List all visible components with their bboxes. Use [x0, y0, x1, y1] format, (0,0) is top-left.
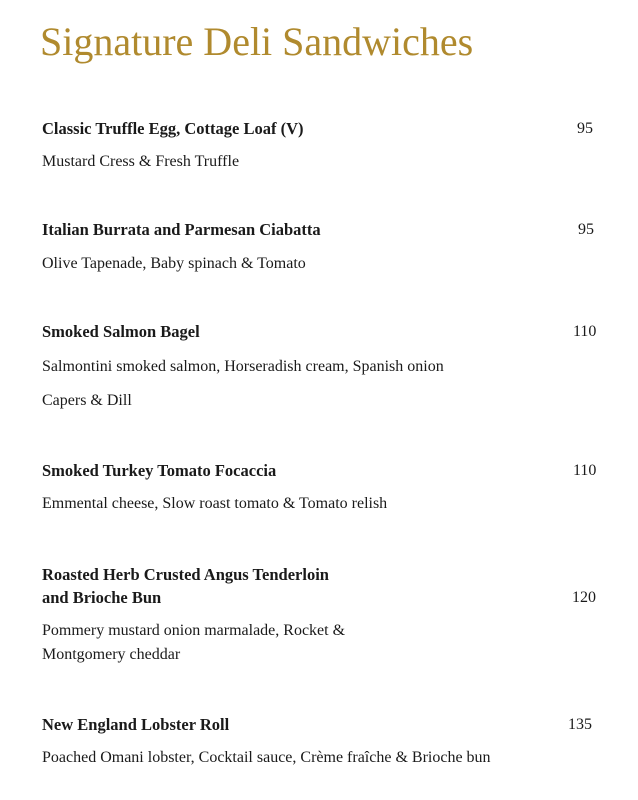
item-description-angus-tenderloin: Pommery mustard onion marmalade, Rocket & [42, 622, 346, 639]
item-name-angus-tenderloin-line-2: and Brioche Bun [42, 588, 162, 607]
item-price-angus-tenderloin: 120 [572, 589, 596, 606]
item-name-turkey-focaccia: Smoked Turkey Tomato Focaccia [42, 461, 277, 480]
item-price-truffle-egg: 95 [577, 120, 593, 137]
item-price-burrata-ciabatta: 95 [578, 221, 594, 238]
item-price-lobster-roll: 135 [568, 716, 592, 733]
item-description-lobster-roll: Poached Omani lobster, Cocktail sauce, Crème fraîche & Brioche bun [42, 749, 491, 766]
item-description-turkey-focaccia: Emmental cheese, Slow roast tomato & Tomato relish [42, 495, 388, 512]
item-description-angus-tenderloin-line-2: Montgomery cheddar [42, 646, 181, 663]
item-description-truffle-egg: Mustard Cress & Fresh Truffle [42, 153, 240, 170]
item-name-lobster-roll: New England Lobster Roll [42, 715, 230, 734]
menu-title: Signature Deli Sandwiches [40, 19, 474, 64]
item-name-salmon-bagel: Smoked Salmon Bagel [42, 322, 200, 341]
item-name-angus-tenderloin: Roasted Herb Crusted Angus Tenderloin [42, 565, 329, 584]
item-price-salmon-bagel: 110 [573, 323, 597, 340]
item-description-salmon-bagel-line-2: Capers & Dill [42, 392, 132, 409]
item-description-burrata-ciabatta: Olive Tapenade, Baby spinach & Tomato [42, 255, 306, 272]
item-price-turkey-focaccia: 110 [573, 462, 597, 479]
item-name-truffle-egg: Classic Truffle Egg, Cottage Loaf (V) [42, 119, 304, 138]
item-description-salmon-bagel: Salmontini smoked salmon, Horseradish cream, Spanish onion [42, 358, 444, 375]
item-name-burrata-ciabatta: Italian Burrata and Parmesan Ciabatta [42, 220, 321, 239]
